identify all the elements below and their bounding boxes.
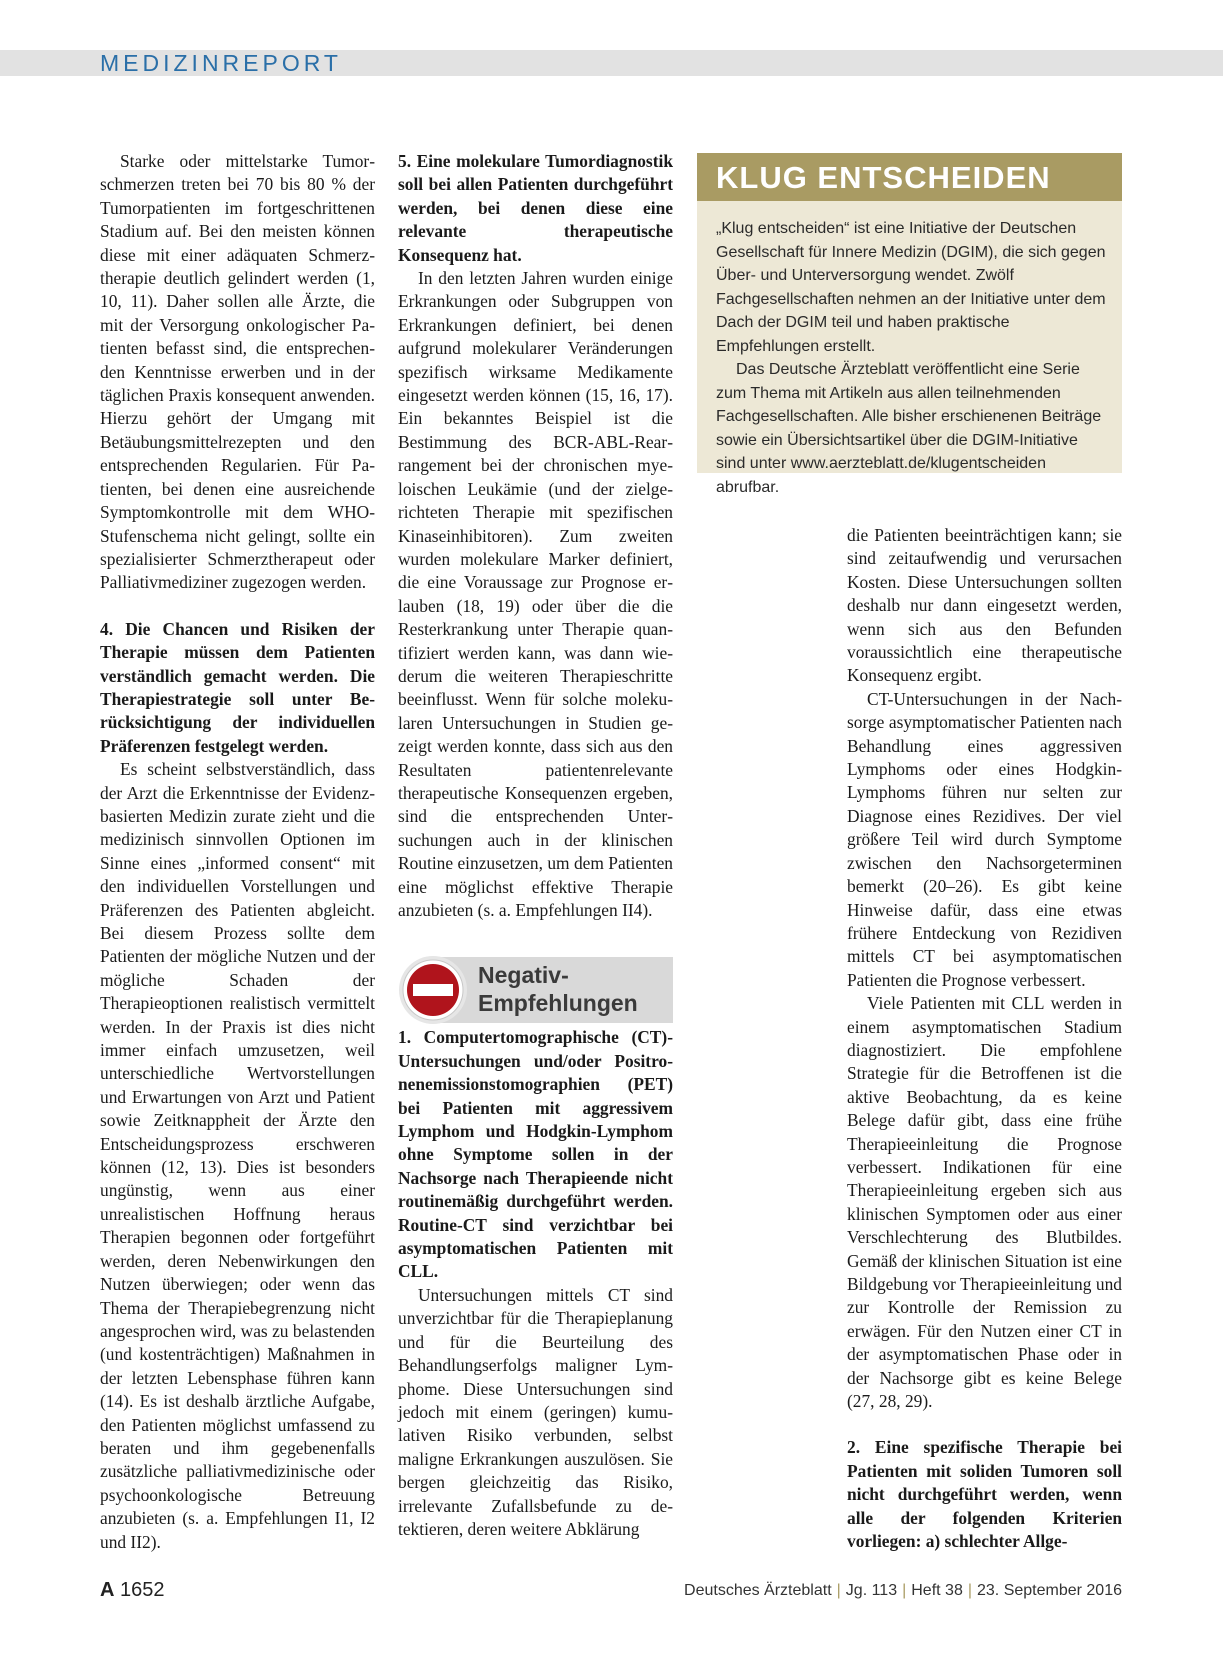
klug-paragraph: „Klug entscheiden“ ist eine Initiative der Deutschen Gesellschaft für Innere Medizin (DGIM), die sich gegen Über- und Unterversorgung wendet. Zwölf Fachgesellschaften nehmen an der Initiative unter dem Dach der DGIM teil und haben praktische Empfehlungen erstellt.	[716, 220, 1106, 355]
column-middle	[398, 150, 673, 1541]
paragraph: CT-Untersuchungen in der Nachsorge asymptomatischer Patienten nach Behandlung eines aggressiven Lymphoms oder eines Hodgkin-Lymphoms führen nur selten zur Diagnose eines Rezidives. Der viel größere Teil wird durch Symptome zwischen den Nachsorgeterminen bemerkt (20–26). Es gibt keine Hinweise dafür, dass eine etwas frühere Entdeckung von Rezidiven mittels CT bei asymptomatischen Patienten die Prognose verbessert.	[847, 688, 1122, 990]
recommendation-heading-5: 5. Eine molekulare Tumordiagnostik soll bei allen Patienten durchgeführt werden, bei denen diese eine relevante therapeutische Konsequenz hat.	[398, 151, 673, 265]
page-number: A 1652	[100, 1579, 165, 1601]
negative-recommendations-title: Negativ- Empfehlungen	[478, 962, 638, 1016]
section-label: MEDIZINREPORT	[100, 50, 342, 76]
column-right	[847, 524, 1122, 1553]
journal-footer: Deutsches Ärzteblatt | Jg. 113 | Heft 38 | 23. September 2016	[684, 1582, 1122, 1599]
paragraph: Untersuchungen mittels CT sind unverzichtbar für die Therapieplanung und für die Beurteilung des Behandlungserfolgs maligner Lymphome. Diese Untersuchungen sind jedoch mit einem (geringen) kumulativen Risiko verbunden, selbst maligne Erkrankungen auszulösen. Sie bergen gleichzeitig das Risiko, irrelevante Zufallsbefunde zu detektieren, deren weitere Abklärung	[398, 1284, 673, 1539]
klug-title: KLUG ENTSCHEIDEN	[697, 153, 1122, 201]
paragraph: Starke oder mittelstarke Tumorschmerzen treten bei 70 bis 80 % der Tumorpatienten im fortgeschrittenen Stadium auf. Bei den meisten können diese mit einer adäquaten Schmerztherapie deutlich gelindert werden (1, 10, 11). Daher sollen alle Ärzte, die mit der Versorgung onkologischer Patienten befasst sind, die entsprechenden Kenntnisse erwerben und in der täglichen Praxis konsequent anwenden. Hierzu gehört der Umgang mit Betäubungsmittelrezepten und den entsprechenden Regularien. Für Patienten, bei denen eine ausreichende Symptomkontrolle mit dem WHO-Stufenschema nicht gelingt, sollte ein spezialisierter Schmerztherapeut oder Palliativmediziner zugezogen werden.	[100, 151, 375, 593]
paragraph: die Patienten beeinträchtigen kann; sie sind zeitaufwendig und verursachen Kosten. Diese Untersuchungen sollten deshalb nur dann eingesetzt werden, wenn sich aus den Befunden voraussichtlich eine therapeutische Konsequenz ergibt.	[847, 525, 1122, 686]
column-left	[100, 150, 375, 1554]
negative-recommendation-heading-2: 2. Eine spezifische Therapie bei Patienten mit soliden Tumoren soll nicht durchgeführt werden, wenn alle der folgenden Kriterien vorliegen: a) schlechter Allge-	[847, 1437, 1122, 1552]
recommendation-heading-4: 4. Die Chancen und Risiken der Therapie müssen dem Patienten verständlich gemacht werden. Die Therapiestrategie soll unter Berücksichtigung der individuellen Präferenzen festgelegt werden.	[100, 618, 375, 756]
paragraph: Es scheint selbstverständlich, dass der Arzt die Erkenntnisse der Evidenz-basierten Medizin zurate zieht und die medizinisch sinnvollen Optionen im Sinne eines „informed consent“ mit den individuellen Vorstellungen und Präferenzen des Patienten abgleicht. Bei diesem Prozess sollte dem Patienten der mögliche Nutzen und der mögliche Schaden der Therapieoptionen realistisch vermittelt werden. In der Praxis ist dies nicht immer einfach umzusetzen, weil unterschiedliche Wertvorstellungen und Erwartungen von Arzt und Patient sowie Zeitknappheit der Ärzte den Entscheidungsprozess erschweren können (12, 13). Dies ist besonders ungünstig, wenn aus einer unrealistischen Hoffnung heraus Therapien begonnen oder fortgeführt werden, deren Nebenwirkungen den Nutzen überwiegen; oder wenn das Thema der Therapiebegrenzung nicht angesprochen wird, was zu belastenden (und kostenträchtigen) Maßnahmen in der letzten Lebensphase führen kann (14). Es ist deshalb ärztliche Aufgabe, den Patienten möglichst umfassend zu beraten und ihm gegebenenfalls zusätzliche palliativmedizinische oder psychoonkologische Betreuung anzubieten (s. a. Empfehlungen I1, I2 und II2).	[100, 759, 375, 1552]
klug-paragraph: Das Deutsche Ärzteblatt veröffentlicht eine Serie zum Thema mit Artikeln aus allen teilnehmenden Fachgesellschaften. Alle bisher erschienenen Beiträge sowie ein Übersichtsartikel über die DGIM-Initiative sind unter www.aerzteblatt.de/klugentscheiden abrufbar.	[716, 361, 1102, 496]
paragraph: In den letzten Jahren wurden einige Erkrankungen oder Subgruppen von Erkrankungen definiert, bei denen aufgrund molekularer Veränderungen spezifisch wirksame Medikamente eingesetzt werden können (15, 16, 17). Ein bekanntes Beispiel ist die Bestimmung des BCR-ABL-Rearrangement bei der chronischen myeloischen Leukämie (und der zielgerichteten Therapie mit spezifischen Kinaseinhibitoren). Zum zweiten wurden molekulare Marker definiert, die eine Voraussage zur Prognose erlauben (18, 19) oder über die die Resterkrankung unter Therapie quantifiziert werden kann, was dann wiederum die weiteren Therapieschritte beeinflusst. Wenn für solche molekularen Untersuchungen in Studien gezeigt werden konnte, dass sich aus den Resultaten patientenrelevante therapeutische Konsequenzen ergeben, sind die entsprechenden Untersuchungen auch in der klinischen Routine einzusetzen, um dem Patienten eine möglichst effektive Therapie anzubieten (s. a. Empfehlungen II4).	[398, 268, 673, 920]
stop-sign-icon	[398, 955, 468, 1025]
paragraph: Viele Patienten mit CLL werden in einem asymptomatischen Stadium diagnostiziert. Die empfohlene Strategie für die Betroffenen ist die aktive Beobachtung, da es keine Belege dafür gibt, dass eine frühe Therapieeinleitung die Prognose verbessert. Indikationen für eine Therapieeinleitung ergeben sich aus klinischen Symptomen oder aus einer Verschlechterung des Blutbildes. Gemäß der klinischen Situation ist eine Bildgebung vor Therapieeinleitung und zur Kontrolle der Remission zu erwägen. Für den Nutzen einer CT in der asymptomatischen Phase oder in der Nachsorge gibt es keine Belege (27, 28, 29).	[847, 993, 1122, 1412]
klug-entscheiden-box	[697, 153, 1122, 496]
negative-recommendation-heading-1: 1. Computertomographische (CT)-Untersuchungen und/oder Positronenemissionstomographien (PET) bei Patienten mit aggressivem Lymphom und Hodgkin-Lymphom ohne Symptome sollen in der Nachsorge nach Therapieende nicht routinemäßig durchgeführt werden. Routine-CT sind verzichtbar bei asymptomatischen Patienten mit CLL.	[398, 1027, 673, 1282]
negative-recommendations-box	[398, 955, 673, 1025]
